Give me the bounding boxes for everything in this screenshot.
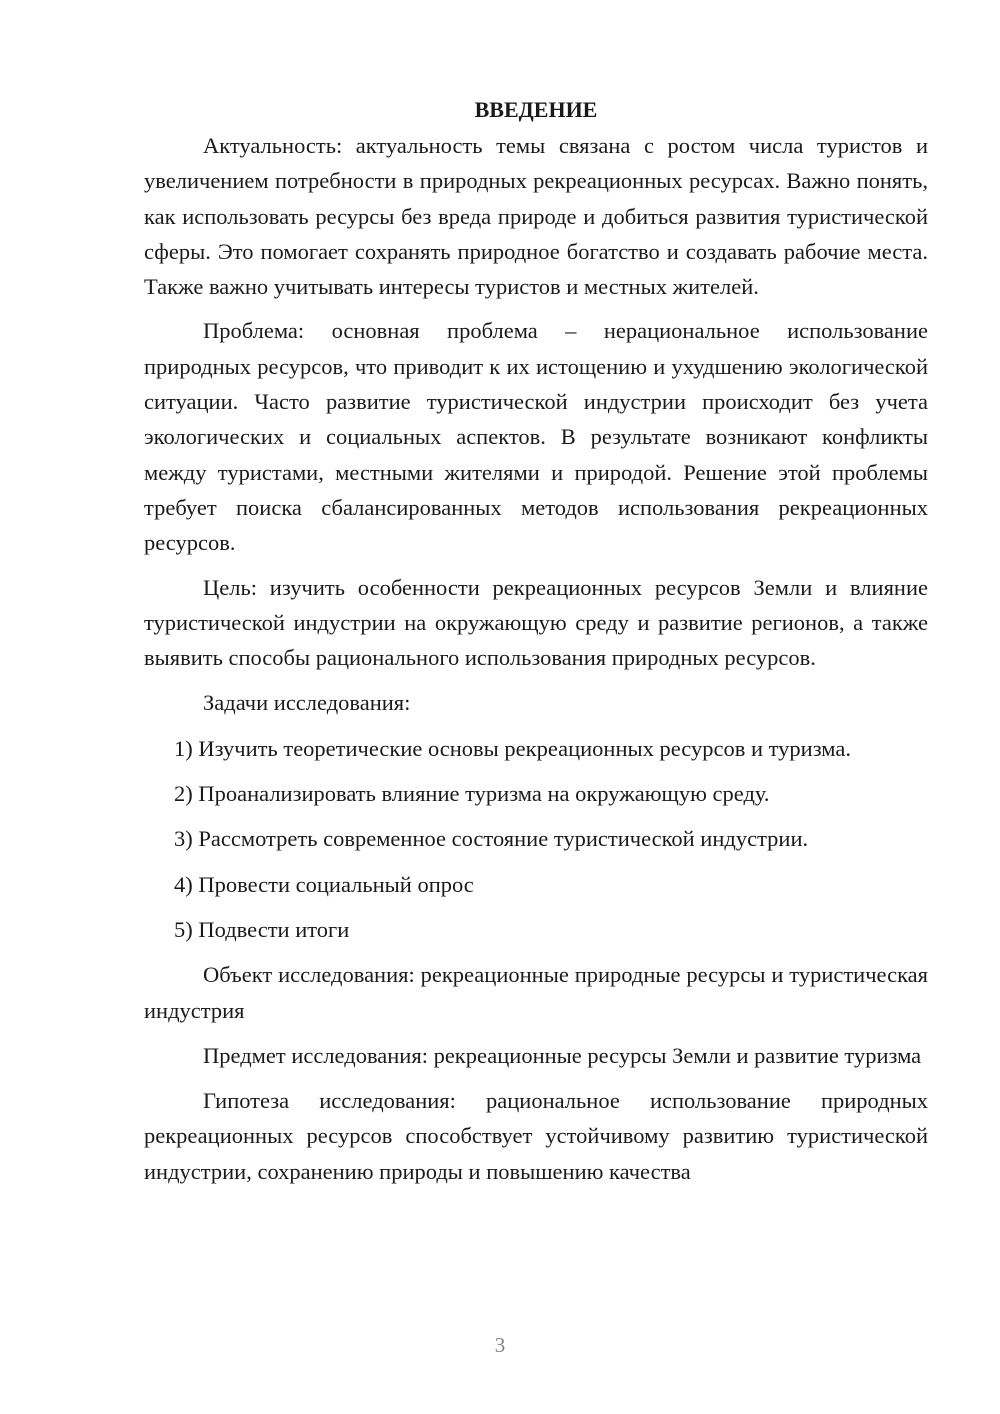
page-title: ВВЕДЕНИЕ xyxy=(474,97,598,122)
task-item: 1) Изучить теоретические основы рекреационных ресурсов и туризма. xyxy=(174,735,851,761)
tasks-list xyxy=(144,731,928,947)
goal-paragraph: Цель: изучить особенности рекреационных ресурсов Земли и влияние туристической индустрии на окружающую среду и развитие регионов, а также выявить способы рационального использования природных ресурсов. xyxy=(144,574,928,671)
task-item: 3) Рассмотреть современное состояние туристической индустрии. xyxy=(174,826,809,852)
page-number: 3 xyxy=(494,1333,506,1357)
subject-paragraph: Предмет исследования: рекреационные ресурсы Земли и развитие туризма xyxy=(203,1042,922,1068)
task-item: 4) Провести социальный опрос xyxy=(174,871,474,897)
task-item: 5) Подвести итоги xyxy=(174,916,350,942)
object-paragraph: Объект исследования: рекреационные природные ресурсы и туристическая индустрия xyxy=(144,962,928,1023)
task-item: 2) Проанализировать влияние туризма на окружающую среду. xyxy=(174,781,770,807)
tasks-heading: Задачи исследования: xyxy=(203,690,411,716)
page-content xyxy=(144,92,928,1189)
problem-paragraph: Проблема: основная проблема – нерациональное использование природных ресурсов, что приводит к их истощению и ухудшению экологической ситуации. Часто развитие туристической индустрии происходит без учета экологических и социальных аспектов. В результате возникают конфликты между туристами, местными жителями и природой. Решение этой проблемы требует поиска сбалансированных методов использования рекреационных ресурсов. xyxy=(144,318,928,556)
hypothesis-paragraph: Гипотеза исследования: рациональное использование природных рекреационных ресурсов способствует устойчивому развитию туристической индустрии, сохранению природы и повышению качества xyxy=(144,1088,928,1184)
relevance-paragraph: Актуальность: актуальность темы связана с ростом числа туристов и увеличением потребности в природных рекреационных ресурсах. Важно понять, как использовать ресурсы без вреда природе и добиться развития туристической сферы. Это помогает сохранять природное богатство и создавать рабочие места. Также важно учитывать интересы туристов и местных жителей. xyxy=(144,133,928,300)
